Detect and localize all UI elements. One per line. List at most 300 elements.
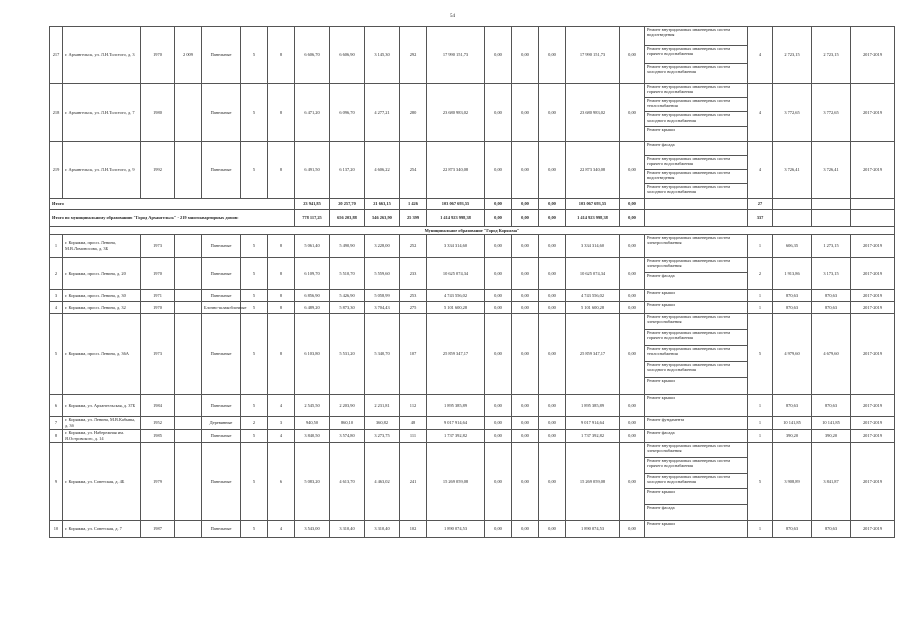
cell-n: 3 <box>50 289 63 301</box>
work-type-item: Ремонт крыши <box>647 377 675 383</box>
cell-a1: 6 856,90 <box>295 289 330 301</box>
cell-fl: 5 <box>241 234 268 257</box>
work-type-item: Ремонт внутридомовых инженерных систем водоотведения <box>645 27 747 46</box>
cell-year: 1952 <box>141 416 175 429</box>
cell-z4: 0,00 <box>620 141 645 198</box>
total-label: Итого по муниципальному образованию "Город Архангельск" - 219 многоквартирных домов: <box>50 209 295 226</box>
cell-c2: 1 273,15 <box>812 234 851 257</box>
cell-year2 <box>175 429 202 442</box>
cell-total: 5 101 600,28 <box>427 301 485 313</box>
cell-cnt: 1 <box>748 416 773 429</box>
cell-work <box>645 141 748 198</box>
cell-people: 275 <box>400 301 427 313</box>
cell-total: 17 990 151,73 <box>427 27 485 84</box>
table-row <box>50 416 895 429</box>
cell-z4: 0,00 <box>620 301 645 313</box>
total-cell <box>645 198 748 209</box>
cell-z2: 0,00 <box>512 141 539 198</box>
cell-mat: Панельные <box>202 429 241 442</box>
cell-fl: 5 <box>241 83 268 141</box>
cell-n: 4 <box>50 301 63 313</box>
work-type-item: Ремонт крыши <box>647 394 675 400</box>
cell-total: 1 895 385,89 <box>427 394 485 416</box>
cell-cnt: 5 <box>748 442 773 520</box>
cell-z4: 0,00 <box>620 83 645 141</box>
cell-people: 111 <box>400 429 427 442</box>
cell-work <box>645 27 748 84</box>
cell-a3: 3 704,43 <box>365 301 400 313</box>
cell-n: 8 <box>50 429 63 442</box>
cell-c2: 870,63 <box>812 394 851 416</box>
cell-z3: 0,00 <box>539 429 566 442</box>
total-cell: 0,00 <box>539 209 566 226</box>
cell-a1: 940,50 <box>295 416 330 429</box>
cell-c2: 870,63 <box>812 301 851 313</box>
cell-a3: 4 606,22 <box>365 141 400 198</box>
cell-total: 10 625 074,34 <box>427 257 485 289</box>
work-type-item: Ремонт крыши <box>647 126 675 132</box>
total-cell: 778 117,25 <box>295 209 330 226</box>
cell-fl: 5 <box>241 520 268 537</box>
cell-p: 2017-2019 <box>851 27 895 84</box>
table-row <box>50 301 895 313</box>
work-type-item: Ремонт внутридомовых инженерных систем электроснабжения <box>645 258 747 274</box>
total-cell <box>812 209 851 226</box>
cell-year: 1973 <box>141 234 175 257</box>
cell-year: 1992 <box>141 141 175 198</box>
cell-mat: Панельные <box>202 27 241 84</box>
cell-z3: 0,00 <box>539 141 566 198</box>
cell-year: 1970 <box>141 27 175 84</box>
cell-n: 9 <box>50 442 63 520</box>
cell-p: 2017-2019 <box>851 234 895 257</box>
cell-work <box>645 234 748 257</box>
cell-en: 6 <box>268 442 295 520</box>
work-type-item: Ремонт фасада <box>645 142 747 156</box>
work-type-item: Ремонт крыши <box>647 520 675 526</box>
cell-people: 252 <box>400 234 427 257</box>
cell-z4: 0,00 <box>620 520 645 537</box>
cell-year: 1970 <box>141 257 175 289</box>
cell-cnt: 1 <box>748 394 773 416</box>
cell-z4: 0,00 <box>620 234 645 257</box>
cell-en: 8 <box>268 313 295 394</box>
work-type-item: Ремонт фасада <box>647 429 675 435</box>
cell-c1: 390,20 <box>773 429 812 442</box>
cell-a1: 6 606,70 <box>295 27 330 84</box>
cell-a1: 6 471,20 <box>295 83 330 141</box>
cell-work <box>645 394 748 416</box>
work-type-item: Ремонт крыши <box>645 489 747 504</box>
cell-addr: г. Коряжма, просп. Ленина, д. 20 <box>63 257 141 289</box>
cell-c1: 870,63 <box>773 289 812 301</box>
cell-year: 1987 <box>141 520 175 537</box>
total-cell: 0,00 <box>620 209 645 226</box>
table-row <box>50 520 895 537</box>
cell-en: 8 <box>268 257 295 289</box>
cell-total: 1 890 074,53 <box>427 520 485 537</box>
cell-z4: 0,00 <box>620 442 645 520</box>
cell-z3: 0,00 <box>539 313 566 394</box>
cell-addr: г. Коряжма, ул. Ленина, М.В.Кабывы, д. 3б <box>63 416 141 429</box>
cell-p: 2017-2019 <box>851 394 895 416</box>
cell-addr: г. Коряжма, просп. Ленина, М.В.Ломоносова, д. 3Б <box>63 234 141 257</box>
work-type-item: Ремонт крыши <box>647 289 675 295</box>
cell-z3: 0,00 <box>539 83 566 141</box>
cell-addr: г. Коряжма, ул. Советская, д. 7 <box>63 520 141 537</box>
cell-z4: 0,00 <box>620 27 645 84</box>
cell-c2: 3 726,41 <box>812 141 851 198</box>
cell-z1: 0,00 <box>485 27 512 84</box>
total-cell <box>851 198 895 209</box>
cell-people: 233 <box>400 257 427 289</box>
cell-a2: 6 096,70 <box>330 83 365 141</box>
cell-z2: 0,00 <box>512 289 539 301</box>
cell-a2: 6 137,20 <box>330 141 365 198</box>
cell-a2: 5 490,90 <box>330 234 365 257</box>
cell-z1: 0,00 <box>485 301 512 313</box>
cell-addr: г. Архангельск, ул. Л.Н.Толстого, д. 3 <box>63 27 141 84</box>
cell-z3: 0,00 <box>539 416 566 429</box>
cell-a3: 3 228,00 <box>365 234 400 257</box>
cell-c1: 606,35 <box>773 234 812 257</box>
work-type-item: Ремонт крыши <box>647 301 675 307</box>
cell-a1: 2 545,50 <box>295 394 330 416</box>
cell-pv: 3 334 314,60 <box>566 234 620 257</box>
work-type-item: Ремонт фасада <box>647 273 675 279</box>
cell-n: 218 <box>50 83 63 141</box>
cell-a3: 4 463,02 <box>365 442 400 520</box>
cell-en: 8 <box>268 83 295 141</box>
cell-en: 8 <box>268 234 295 257</box>
cell-a1: 6 489,20 <box>295 301 330 313</box>
cell-c2: 870,63 <box>812 520 851 537</box>
cell-z1: 0,00 <box>485 394 512 416</box>
cell-a1: 5 061,40 <box>295 234 330 257</box>
total-cell: 0,00 <box>485 198 512 209</box>
work-type-item: Ремонт внутридомовых инженерных систем горячего водоснабжения <box>645 156 747 170</box>
cell-a2: 5 510,70 <box>330 257 365 289</box>
cell-z2: 0,00 <box>512 301 539 313</box>
cell-z4: 0,00 <box>620 257 645 289</box>
cell-z4: 0,00 <box>620 289 645 301</box>
cell-fl: 5 <box>241 394 268 416</box>
cell-year2 <box>175 83 202 141</box>
cell-c2: 10 141,85 <box>812 416 851 429</box>
cell-people: 254 <box>400 141 427 198</box>
cell-z1: 0,00 <box>485 257 512 289</box>
cell-people: 253 <box>400 289 427 301</box>
total-cell <box>773 198 812 209</box>
total-cell: 0,00 <box>485 209 512 226</box>
cell-z2: 0,00 <box>512 394 539 416</box>
table-row <box>50 141 895 198</box>
cell-addr: г. Коряжма, просп. Ленина, д. 36А <box>63 313 141 394</box>
cell-a2: 3 574,80 <box>330 429 365 442</box>
total-cell: 1 426 <box>400 198 427 209</box>
cell-p: 2017-2019 <box>851 301 895 313</box>
cell-mat: Панельные <box>202 83 241 141</box>
cell-pv: 4 743 556,02 <box>566 289 620 301</box>
cell-a1: 3 840,50 <box>295 429 330 442</box>
cell-a1: 6 103,80 <box>295 313 330 394</box>
cell-c1: 1 913,86 <box>773 257 812 289</box>
cell-work <box>645 83 748 141</box>
total-cell: 25 399 <box>400 209 427 226</box>
cell-z4: 0,00 <box>620 394 645 416</box>
cell-a3: 4 277,21 <box>365 83 400 141</box>
cell-a3: 5 058,99 <box>365 289 400 301</box>
total-cell: 21 663,15 <box>365 198 400 209</box>
table-row <box>50 429 895 442</box>
cell-a3: 360,82 <box>365 416 400 429</box>
cell-total: 3 334 314,60 <box>427 234 485 257</box>
cell-en: 4 <box>268 394 295 416</box>
cell-en: 8 <box>268 289 295 301</box>
work-type-item: Ремонт внутридомовых инженерных систем горячего водоснабжения <box>645 458 747 473</box>
cell-people: 107 <box>400 313 427 394</box>
cell-mat: Панельные <box>202 141 241 198</box>
total-cell: 1 414 923 998,38 <box>566 209 620 226</box>
cell-a2: 2 203,90 <box>330 394 365 416</box>
cell-p: 2017-2019 <box>851 257 895 289</box>
cell-z2: 0,00 <box>512 313 539 394</box>
cell-a2: 3 310,40 <box>330 520 365 537</box>
cell-addr: г. Коряжма, просп. Ленина, д. 30 <box>63 289 141 301</box>
cell-a1: 3 543,00 <box>295 520 330 537</box>
total-cell: 0,00 <box>512 209 539 226</box>
cell-pv: 1 737 392,82 <box>566 429 620 442</box>
cell-c1: 3 908,89 <box>773 442 812 520</box>
cell-pv: 1 890 074,53 <box>566 520 620 537</box>
cell-mat: Деревянные <box>202 416 241 429</box>
cell-year2 <box>175 257 202 289</box>
cell-fl: 5 <box>241 313 268 394</box>
cell-n: 2 <box>50 257 63 289</box>
cell-a3: 5 340,70 <box>365 313 400 394</box>
cell-z3: 0,00 <box>539 257 566 289</box>
cell-cnt: 5 <box>748 313 773 394</box>
work-type-item: Ремонт внутридомовых инженерных систем теплоснабжения <box>645 346 747 362</box>
section-header-row <box>50 226 895 234</box>
cell-c2: 3 772,65 <box>812 83 851 141</box>
work-type-item: Ремонт внутридомовых инженерных систем холодного водоснабжения <box>645 112 747 126</box>
total-cell <box>773 209 812 226</box>
cell-pv: 9 017 914,64 <box>566 416 620 429</box>
cell-pv: 10 625 074,34 <box>566 257 620 289</box>
cell-z2: 0,00 <box>512 234 539 257</box>
cell-cnt: 1 <box>748 301 773 313</box>
cell-c2: 870,63 <box>812 289 851 301</box>
cell-fl: 5 <box>241 442 268 520</box>
cell-mat: Панельные <box>202 394 241 416</box>
cell-n: 1 <box>50 234 63 257</box>
cell-n: 217 <box>50 27 63 84</box>
cell-pv: 23 680 983,02 <box>566 83 620 141</box>
cell-z2: 0,00 <box>512 83 539 141</box>
cell-z1: 0,00 <box>485 289 512 301</box>
cell-z1: 0,00 <box>485 313 512 394</box>
total-row <box>50 209 895 226</box>
cell-en: 4 <box>268 520 295 537</box>
cell-z2: 0,00 <box>512 416 539 429</box>
cell-z1: 0,00 <box>485 141 512 198</box>
work-type-item: Ремонт внутридомовых инженерных систем электроснабжения <box>647 234 731 246</box>
cell-z3: 0,00 <box>539 394 566 416</box>
work-type-item: Ремонт внутридомовых инженерных систем электроснабжения <box>645 314 747 330</box>
total-cell <box>812 198 851 209</box>
cell-en: 4 <box>268 429 295 442</box>
cell-a3: 3 145,30 <box>365 27 400 84</box>
cell-a3: 5 559,60 <box>365 257 400 289</box>
cell-z4: 0,00 <box>620 416 645 429</box>
cell-cnt: 4 <box>748 83 773 141</box>
cell-work <box>645 416 748 429</box>
cell-mat: Панельные <box>202 313 241 394</box>
table-row <box>50 394 895 416</box>
work-type-item: Ремонт фундамента <box>647 416 685 422</box>
cell-p: 2017-2019 <box>851 429 895 442</box>
work-type-item: Ремонт фасада <box>647 504 675 510</box>
cell-z1: 0,00 <box>485 416 512 429</box>
cell-fl: 5 <box>241 141 268 198</box>
cell-work <box>645 429 748 442</box>
cell-work <box>645 301 748 313</box>
cell-n: 7 <box>50 416 63 429</box>
cell-addr: г. Коряжма, ул. Советская, д. 4Б <box>63 442 141 520</box>
cell-z3: 0,00 <box>539 520 566 537</box>
work-type-item: Ремонт внутридомовых инженерных систем горячего водоснабжения <box>645 84 747 98</box>
total-cell: 103 067 693,55 <box>427 198 485 209</box>
cell-a2: 6 606,90 <box>330 27 365 84</box>
cell-work <box>645 442 748 520</box>
work-type-item: Ремонт внутридомовых инженерных систем холодного водоснабжения <box>645 474 747 489</box>
cell-fl: 5 <box>241 289 268 301</box>
cell-mat: Блочно-шлакоблочные <box>202 301 241 313</box>
cell-c1: 4 979,60 <box>773 313 812 394</box>
cell-mat: Панельные <box>202 520 241 537</box>
total-cell <box>851 209 895 226</box>
cell-addr: г. Коряжма, ул. Архангельская, д. 37Б <box>63 394 141 416</box>
cell-total: 23 680 983,02 <box>427 83 485 141</box>
total-cell: 656 203,88 <box>330 209 365 226</box>
cell-cnt: 2 <box>748 257 773 289</box>
total-cell: 103 067 693,55 <box>566 198 620 209</box>
work-type-item: Ремонт внутридомовых инженерных систем горячего водоснабжения <box>645 330 747 346</box>
cell-year: 1984 <box>141 394 175 416</box>
cell-c1: 870,63 <box>773 301 812 313</box>
cell-z1: 0,00 <box>485 429 512 442</box>
cell-year: 1985 <box>141 429 175 442</box>
work-type-item: Ремонт внутридомовых инженерных систем холодного водоснабжения <box>647 64 731 75</box>
cell-cnt: 1 <box>748 520 773 537</box>
cell-year2 <box>175 301 202 313</box>
table-row <box>50 234 895 257</box>
cell-year: 1980 <box>141 83 175 141</box>
cell-addr: г. Коряжма, ул. Набережная им. Я.Островского, д. 14 <box>63 429 141 442</box>
cell-z3: 0,00 <box>539 442 566 520</box>
total-label: Итого <box>50 198 295 209</box>
total-cell: 1 414 923 998,38 <box>427 209 485 226</box>
cell-fl: 2 <box>241 416 268 429</box>
cell-n: 10 <box>50 520 63 537</box>
cell-year2 <box>175 442 202 520</box>
cell-z4: 0,00 <box>620 429 645 442</box>
work-type-item: Ремонт внутридомовых инженерных систем электроснабжения <box>645 443 747 458</box>
cell-total: 25 859 347,17 <box>427 313 485 394</box>
cell-z3: 0,00 <box>539 234 566 257</box>
cell-pv: 15 269 059,08 <box>566 442 620 520</box>
work-type-item: Ремонт внутридомовых инженерных систем холодного водоснабжения <box>647 183 731 195</box>
cell-p: 2017-2019 <box>851 289 895 301</box>
cell-z3: 0,00 <box>539 289 566 301</box>
cell-total: 1 737 392,82 <box>427 429 485 442</box>
cell-year2 <box>175 289 202 301</box>
total-cell: 23 941,85 <box>295 198 330 209</box>
cell-z3: 0,00 <box>539 27 566 84</box>
cell-z2: 0,00 <box>512 429 539 442</box>
cell-a3: 3 310,40 <box>365 520 400 537</box>
cell-year: 1979 <box>141 442 175 520</box>
cell-a2: 5 531,20 <box>330 313 365 394</box>
page-number: 54 <box>450 14 455 19</box>
cell-people: 280 <box>400 83 427 141</box>
table-row <box>50 83 895 141</box>
cell-c2: 390,20 <box>812 429 851 442</box>
cell-c1: 870,63 <box>773 394 812 416</box>
total-cell: 27 <box>748 198 773 209</box>
cell-pv: 22 873 340,08 <box>566 141 620 198</box>
cell-z2: 0,00 <box>512 520 539 537</box>
cell-c2: 4 679,60 <box>812 313 851 394</box>
table-row <box>50 27 895 84</box>
total-cell: 0,00 <box>512 198 539 209</box>
cell-fl: 5 <box>241 257 268 289</box>
cell-z1: 0,00 <box>485 442 512 520</box>
table-row <box>50 442 895 520</box>
cell-z1: 0,00 <box>485 83 512 141</box>
total-cell: 546 263,90 <box>365 209 400 226</box>
total-cell: 0,00 <box>539 198 566 209</box>
cell-total: 4 743 556,02 <box>427 289 485 301</box>
cell-work <box>645 520 748 537</box>
cell-people: 241 <box>400 442 427 520</box>
cell-z2: 0,00 <box>512 442 539 520</box>
cell-p: 2017-2019 <box>851 442 895 520</box>
cell-a2: 5 426,90 <box>330 289 365 301</box>
work-type-item: Ремонт внутридомовых инженерных систем горячего водоснабжения <box>645 46 747 65</box>
cell-pv: 5 101 600,28 <box>566 301 620 313</box>
cell-a1: 6 491,50 <box>295 141 330 198</box>
cell-people: 102 <box>400 520 427 537</box>
cell-a2: 860,10 <box>330 416 365 429</box>
cell-cnt: 1 <box>748 429 773 442</box>
cell-c1: 3 726,41 <box>773 141 812 198</box>
cell-cnt: 1 <box>748 289 773 301</box>
cell-people: 292 <box>400 27 427 84</box>
cell-c2: 3 841,87 <box>812 442 851 520</box>
cell-addr: г. Коряжма, просп. Ленина, д. 32 <box>63 301 141 313</box>
cell-c2: 3 173,15 <box>812 257 851 289</box>
cell-z1: 0,00 <box>485 234 512 257</box>
cell-addr: г. Архангельск, ул. Л.Н.Толстого, д. 9 <box>63 141 141 198</box>
cell-en: 8 <box>268 27 295 84</box>
cell-fl: 5 <box>241 301 268 313</box>
cell-addr: г. Архангельск, ул. Л.Н.Толстого, д. 7 <box>63 83 141 141</box>
cell-en: 3 <box>268 416 295 429</box>
table-row <box>50 313 895 394</box>
cell-year2 <box>175 313 202 394</box>
